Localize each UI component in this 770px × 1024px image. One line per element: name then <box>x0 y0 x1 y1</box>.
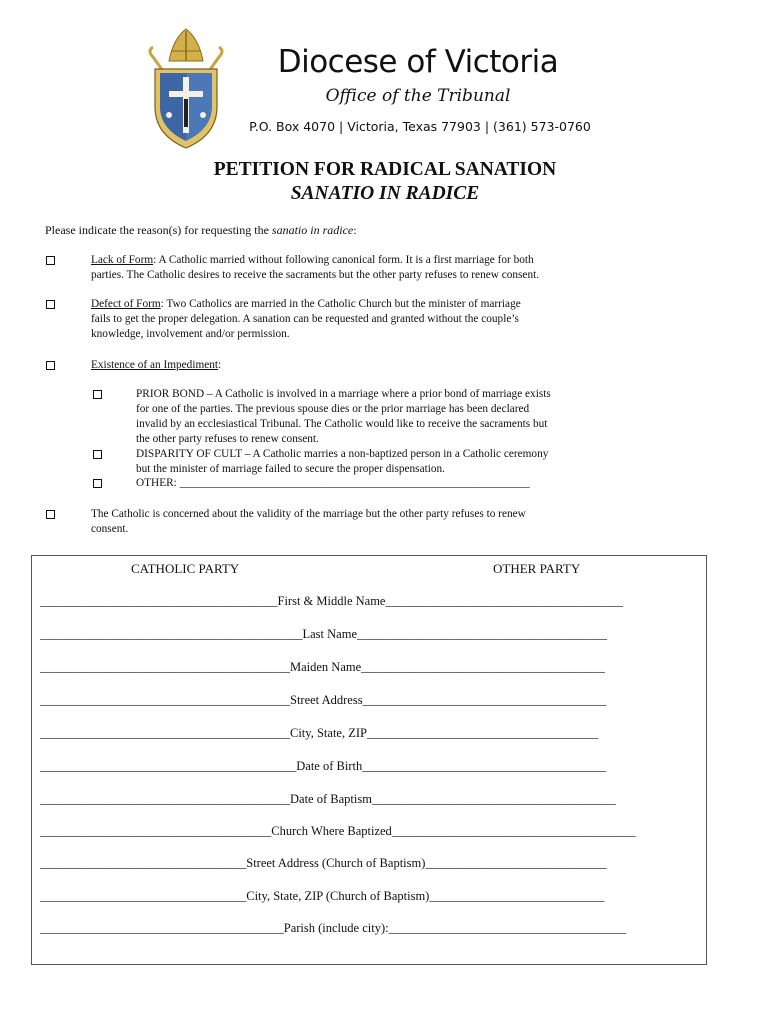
form-row <box>40 759 700 774</box>
other-party-field[interactable]: ________________________________________ <box>357 627 607 641</box>
document-subtitle: SANATIO IN RADICE <box>290 183 480 204</box>
form-row <box>40 726 700 741</box>
catholic-party-field[interactable]: __________________________________________ <box>40 627 303 641</box>
form-row <box>40 856 700 871</box>
catholic-party-field[interactable]: _______________________________________ <box>40 921 284 935</box>
concern-text: The Catholic is concerned about the validity of the marriage but the other party refuses to renew consent. <box>91 508 526 535</box>
other-party-field[interactable]: ____________________________ <box>429 889 605 903</box>
other-party-field[interactable]: _______________________________________ <box>371 792 616 806</box>
concern-checkbox[interactable] <box>46 510 55 519</box>
other-party-field[interactable]: _______________________________________ <box>361 660 605 674</box>
catholic-party-field[interactable]: ________________________________________ <box>40 693 290 707</box>
other-party-field[interactable]: ______________________________________ <box>385 594 623 608</box>
field-label: Maiden Name <box>290 660 362 674</box>
form-row <box>40 627 700 642</box>
defect-of-form-text: Defect of Form: Two Catholics are married in the Catholic Church but the minister of marriage fails to get the proper delegation. A sanation can be requested and granted without the couple’s knowledge, involvement and/or permission. <box>91 298 521 340</box>
other-party-field[interactable]: _______________________________________ <box>362 693 607 707</box>
catholic-party-header: CATHOLIC PARTY <box>131 561 240 576</box>
lack-of-form-text: Lack of Form: A Catholic married without following canonical form. It is a first marriage for both parties. The Catholic desires to receive the sacraments but the other party refuses to renew consent. <box>91 254 540 281</box>
field-label: Date of Baptism <box>290 792 372 806</box>
prior-bond-text: PRIOR BOND – A Catholic is involved in a marriage where a prior bond of marriage exists for one of the parties. The previous spouse dies or the prior marriage has been declared invalid by an ecclesiastical Tribunal. The Catholic would like to receive the sacraments but the other party refuses to renew consent. <box>136 388 551 445</box>
impediment-label: Existence of an Impediment: <box>91 359 222 371</box>
form-row <box>40 889 700 904</box>
field-label: City, State, ZIP <box>290 726 367 740</box>
impediment-checkbox[interactable] <box>46 361 55 370</box>
lack-of-form-checkbox[interactable] <box>46 256 55 265</box>
other-party-field[interactable]: _______________________________________ <box>391 824 636 838</box>
form-row <box>40 594 700 609</box>
document-title: PETITION FOR RADICAL SANATION <box>213 159 557 180</box>
intro-text: Please indicate the reason(s) for requesting the sanatio in radice: <box>45 223 357 237</box>
form-row <box>40 921 700 936</box>
other-party-field[interactable]: _____________________________ <box>425 856 607 870</box>
form-row <box>40 824 700 839</box>
catholic-party-field[interactable]: ________________________________________ <box>40 726 290 740</box>
field-label: City, State, ZIP (Church of Baptism) <box>246 889 430 903</box>
address-line: P.O. Box 4070 | Victoria, Texas 77903 | (361) 573-0760 <box>249 119 591 134</box>
diocese-name: Diocese of Victoria <box>277 44 559 80</box>
other-field[interactable]: OTHER: ______________________________________________________________ <box>136 477 530 489</box>
prior-bond-checkbox[interactable] <box>93 390 102 399</box>
catholic-party-field[interactable]: _________________________________ <box>40 856 247 870</box>
field-label: Parish (include city): <box>283 921 389 935</box>
other-party-field[interactable]: ______________________________________ <box>388 921 627 935</box>
catholic-party-field[interactable]: _________________________________ <box>40 889 247 903</box>
field-label: Street Address (Church of Baptism) <box>246 856 426 870</box>
catholic-party-field[interactable]: ______________________________________ <box>40 594 278 608</box>
form-row <box>40 792 700 807</box>
field-label: Street Address <box>290 693 363 707</box>
field-label: Church Where Baptized <box>271 824 392 838</box>
catholic-party-field[interactable]: _____________________________________ <box>40 824 272 838</box>
catholic-party-field[interactable]: ________________________________________ <box>40 792 290 806</box>
form-row <box>40 693 700 708</box>
catholic-party-field[interactable]: _________________________________________ <box>40 759 297 773</box>
office-name: Office of the Tribunal <box>325 86 511 106</box>
field-label: Date of Birth <box>296 759 363 773</box>
other-party-field[interactable]: _____________________________________ <box>366 726 599 740</box>
other-party-field[interactable]: _______________________________________ <box>362 759 606 773</box>
other-checkbox[interactable] <box>93 479 102 488</box>
form-row <box>40 660 700 675</box>
disparity-of-cult-checkbox[interactable] <box>93 450 102 459</box>
disparity-of-cult-text: DISPARITY OF CULT – A Catholic marries a non-baptized person in a Catholic ceremony but the minister of marriage failed to secure the proper dispensation. <box>136 448 549 475</box>
defect-of-form-checkbox[interactable] <box>46 300 55 309</box>
other-party-header: OTHER PARTY <box>493 561 581 576</box>
field-label: Last Name <box>302 627 357 641</box>
field-label: First & Middle Name <box>277 594 386 608</box>
catholic-party-field[interactable]: ________________________________________ <box>40 660 290 674</box>
